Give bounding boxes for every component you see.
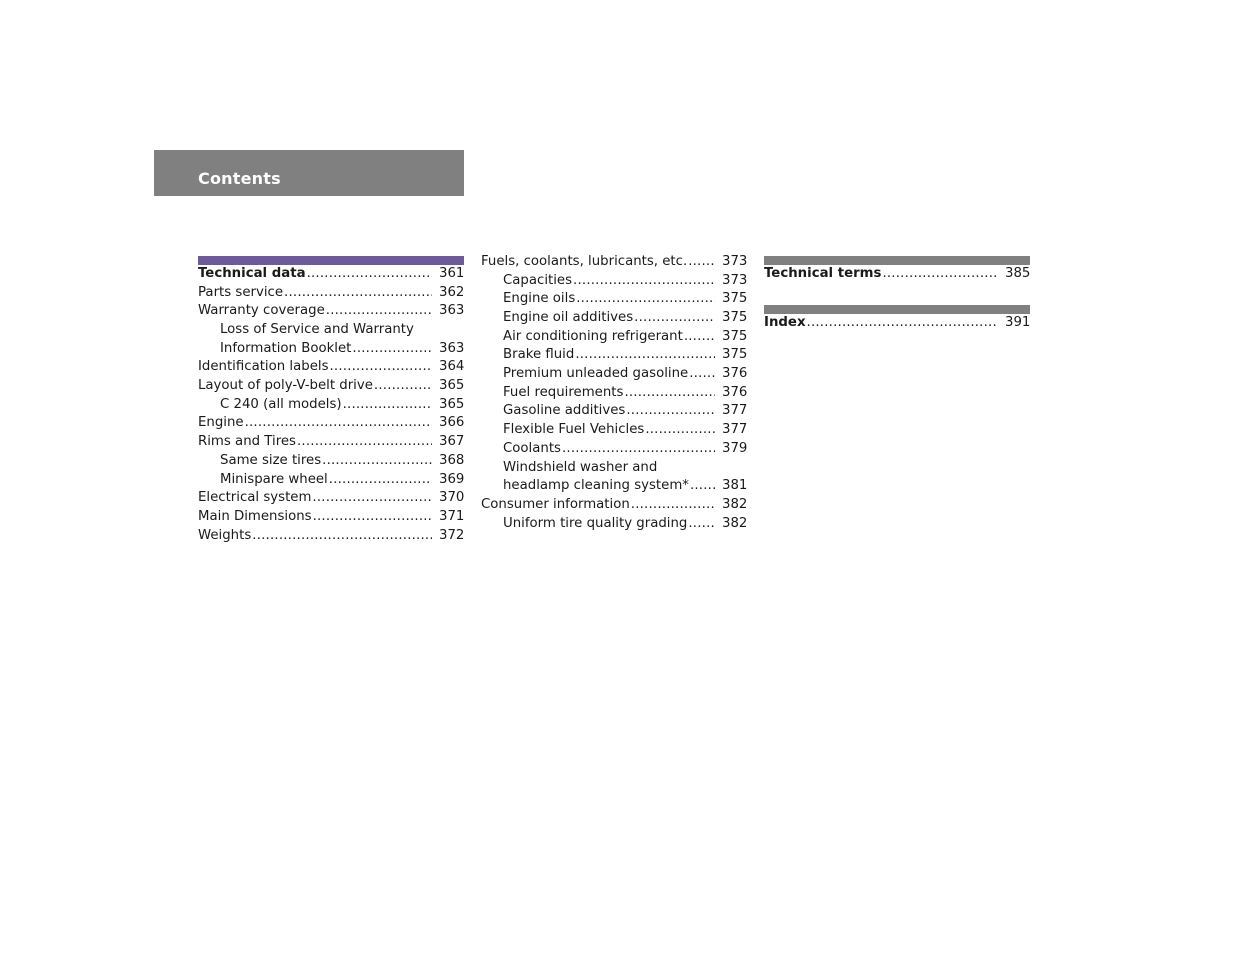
toc-entry[interactable] <box>481 384 747 403</box>
section-rule-technical-terms <box>764 256 1030 265</box>
toc-entry-label: Information Booklet <box>220 340 352 356</box>
toc-entry-label: Minispare wheel <box>220 471 328 487</box>
toc-entry[interactable] <box>481 403 747 422</box>
toc-entry[interactable] <box>481 440 747 459</box>
toc-list <box>481 253 747 533</box>
toc-entry-label: Gasoline additives <box>503 403 626 419</box>
toc-entry-page: 385 <box>1005 265 1031 281</box>
toc-entry-label: Rims and Tires <box>198 434 296 450</box>
leader-dots <box>573 272 715 291</box>
leader-dots <box>688 253 715 272</box>
toc-entry-page: 377 <box>722 422 748 438</box>
toc-entry-label: Index <box>764 314 806 330</box>
toc-entry-page: 382 <box>722 515 748 531</box>
leader-dots <box>313 508 432 527</box>
leader-dots <box>626 402 715 421</box>
toc-entry-label: Warranty coverage <box>198 303 325 319</box>
toc-column-2 <box>481 253 747 533</box>
toc-entry-page: 362 <box>439 284 465 300</box>
toc-entry[interactable] <box>481 496 747 515</box>
toc-entry-label: Same size tires <box>220 452 322 468</box>
toc-entry[interactable] <box>198 508 464 527</box>
toc-entry-label: Brake fluid <box>503 347 575 363</box>
toc-entry-page: 382 <box>722 496 748 512</box>
toc-entry-label: Engine oil additives <box>503 310 634 326</box>
leader-dots <box>634 309 715 328</box>
leader-dots <box>684 328 715 347</box>
toc-entry[interactable] <box>198 302 464 321</box>
section-rule-technical-data <box>198 256 464 265</box>
toc-entry[interactable] <box>481 365 747 384</box>
toc-entry-page: 365 <box>439 396 465 412</box>
toc-entry-page: 361 <box>439 265 465 281</box>
toc-entry-label: Parts service <box>198 284 284 300</box>
leader-dots <box>352 340 432 359</box>
toc-entry[interactable] <box>481 459 747 478</box>
toc-entry[interactable] <box>198 284 464 303</box>
toc-entry-page: 375 <box>722 291 748 307</box>
leader-dots <box>312 489 432 508</box>
toc-entry[interactable] <box>198 340 464 359</box>
toc-entry-label: Technical data <box>198 265 306 281</box>
toc-entry[interactable] <box>481 309 747 328</box>
toc-entry-label: headlamp cleaning system* <box>503 478 689 494</box>
leader-dots <box>297 433 432 452</box>
toc-entry-label: Main Dimensions <box>198 508 312 524</box>
toc-column-1 <box>198 253 464 545</box>
toc-entry-page: 391 <box>1005 314 1031 330</box>
toc-entry-page: 368 <box>439 452 465 468</box>
toc-entry[interactable] <box>198 527 464 546</box>
leader-dots <box>624 384 715 403</box>
toc-entry-page: 375 <box>722 347 748 363</box>
toc-entry-page: 364 <box>439 359 465 375</box>
toc-entry[interactable] <box>198 321 464 340</box>
toc-entry[interactable] <box>481 328 747 347</box>
leader-dots <box>645 421 715 440</box>
leader-dots <box>374 377 432 396</box>
page-title: Contents <box>198 169 281 188</box>
toc-entry[interactable] <box>198 452 464 471</box>
toc-entry-page: 373 <box>722 253 748 269</box>
toc-entry[interactable] <box>481 477 747 496</box>
toc-entry-page: 363 <box>439 303 465 319</box>
toc-entry-label: Weights <box>198 527 252 543</box>
leader-dots <box>562 440 715 459</box>
toc-entry-page: 377 <box>722 403 748 419</box>
leader-dots <box>252 527 432 546</box>
toc-entry-label: Coolants <box>503 440 561 456</box>
toc-entry[interactable] <box>198 377 464 396</box>
toc-entry[interactable] <box>198 433 464 452</box>
leader-dots <box>689 365 715 384</box>
leader-dots <box>631 496 715 515</box>
toc-entry-label: Loss of Service and Warranty <box>220 322 414 338</box>
toc-entry-label: Engine oils <box>503 291 576 307</box>
toc-entry[interactable] <box>481 290 747 309</box>
toc-entry-label: Consumer information <box>481 496 630 512</box>
toc-entry-page: 376 <box>722 366 748 382</box>
toc-entry-page: 373 <box>722 272 748 288</box>
toc-entry[interactable] <box>481 515 747 534</box>
toc-entry-label: Uniform tire quality grading <box>503 515 688 531</box>
toc-entry-page: 370 <box>439 490 465 506</box>
toc-entry-page: 367 <box>439 434 465 450</box>
toc-entry[interactable] <box>198 265 464 284</box>
toc-column-3 <box>764 253 1030 332</box>
toc-entry-index[interactable] <box>764 314 1030 333</box>
toc-entry-label: Capacities <box>503 272 573 288</box>
leader-dots <box>690 477 715 496</box>
toc-entry-label: Flexible Fuel Vehicles <box>503 422 645 438</box>
toc-entry-label: Windshield washer and <box>503 459 658 475</box>
toc-entry-page: 379 <box>722 440 748 456</box>
toc-entry-page: 381 <box>722 478 748 494</box>
toc-entry-label: Fuels, coolants, lubricants, etc. <box>481 253 688 269</box>
toc-entry[interactable] <box>481 272 747 291</box>
toc-entry[interactable] <box>198 396 464 415</box>
toc-entry-page: 376 <box>722 384 748 400</box>
toc-entry-label: Premium unleaded gasoline <box>503 366 689 382</box>
toc-list <box>198 265 464 545</box>
toc-entry[interactable] <box>481 253 747 272</box>
toc-entry-label: Technical terms <box>764 265 882 281</box>
toc-entry-label: Air conditioning refrigerant <box>503 328 683 344</box>
toc-entry-technical-terms[interactable] <box>764 265 1030 284</box>
toc-entry-page: 365 <box>439 378 465 394</box>
toc-entry-label: Layout of poly-V-belt drive <box>198 378 373 394</box>
leader-dots <box>688 515 715 534</box>
toc-entry[interactable] <box>198 415 464 434</box>
toc-entry-page: 375 <box>722 328 748 344</box>
leader-dots <box>330 358 433 377</box>
toc-entry[interactable] <box>481 421 747 440</box>
leader-dots <box>575 346 715 365</box>
leader-dots <box>807 314 998 333</box>
toc-entry-label: Electrical system <box>198 490 312 506</box>
toc-entry-label: Identification labels <box>198 359 329 375</box>
toc-entry[interactable] <box>198 358 464 377</box>
toc-entry[interactable] <box>198 471 464 490</box>
leader-dots <box>326 302 432 321</box>
contents-header-bar <box>154 150 464 196</box>
toc-entry-page: 372 <box>439 527 465 543</box>
leader-dots <box>882 265 998 284</box>
leader-dots <box>343 396 432 415</box>
toc-entry-page: 375 <box>722 310 748 326</box>
leader-dots <box>284 284 432 303</box>
toc-entry-label: C 240 (all models) <box>220 396 342 412</box>
toc-entry-label: Engine <box>198 415 244 431</box>
toc-entry-page: 371 <box>439 508 465 524</box>
toc-entry-page: 363 <box>439 340 465 356</box>
toc-entry[interactable] <box>198 489 464 508</box>
leader-dots <box>307 265 432 284</box>
toc-entry-label: Fuel requirements <box>503 384 624 400</box>
leader-dots <box>329 471 432 490</box>
leader-dots <box>322 452 432 471</box>
leader-dots <box>576 290 715 309</box>
toc-entry-page: 366 <box>439 415 465 431</box>
leader-dots <box>245 414 432 433</box>
toc-entry[interactable] <box>481 346 747 365</box>
toc-entry-page: 369 <box>439 471 465 487</box>
section-rule-index <box>764 305 1030 314</box>
